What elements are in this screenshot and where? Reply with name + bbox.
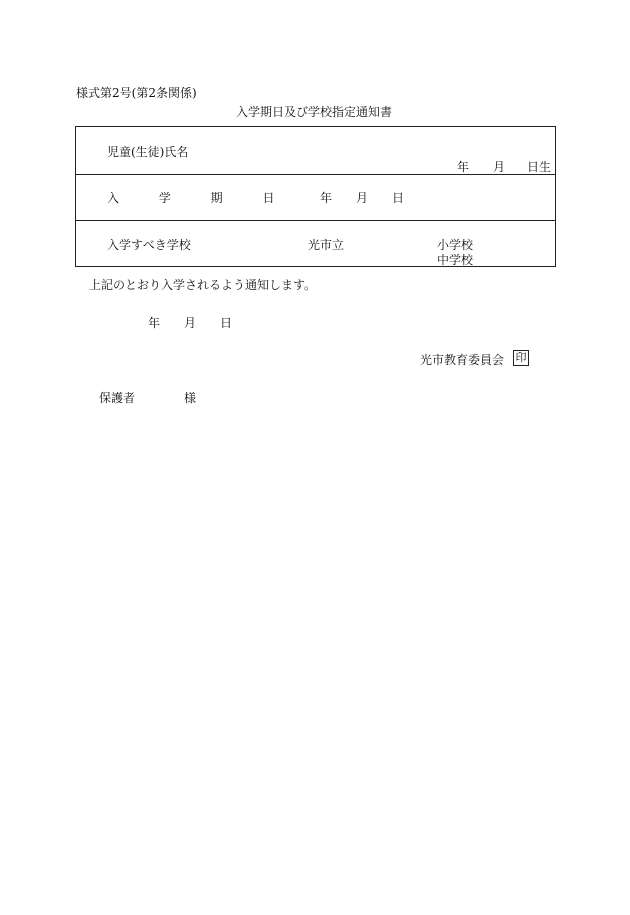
birth-month-label: 月 [493, 160, 506, 174]
school-city-label: 光市立 [308, 238, 345, 252]
middle-school-option: 中学校 [437, 253, 474, 267]
document-title: 入学期日及び学校指定通知書 [236, 105, 393, 119]
honorific-label: 様 [184, 391, 197, 405]
row-divider [76, 220, 555, 221]
enrollment-date-label: 入 学 期 日 [107, 191, 293, 205]
seal-stamp-box: 印 [513, 350, 529, 366]
notice-text: 上記のとおり入学されるよう通知します。 [89, 278, 317, 292]
notice-year-label: 年 [148, 316, 161, 330]
notice-month-label: 月 [184, 316, 197, 330]
notice-day-label: 日 [220, 316, 233, 330]
enrollment-month-label: 月 [356, 191, 369, 205]
birth-day-label: 日生 [527, 160, 552, 174]
designated-school-label: 入学すべき学校 [107, 238, 191, 252]
form-number-label: 様式第2号(第2条関係) [76, 86, 197, 100]
guardian-label: 保護者 [99, 391, 136, 405]
child-name-label: 児童(生徒)氏名 [107, 145, 189, 159]
enrollment-year-label: 年 [320, 191, 333, 205]
row-divider [76, 174, 555, 175]
enrollment-day-label: 日 [392, 191, 405, 205]
birth-year-label: 年 [457, 160, 470, 174]
elementary-school-option: 小学校 [437, 238, 474, 252]
issuer-name: 光市教育委員会 [420, 353, 505, 367]
form-table [75, 126, 556, 267]
